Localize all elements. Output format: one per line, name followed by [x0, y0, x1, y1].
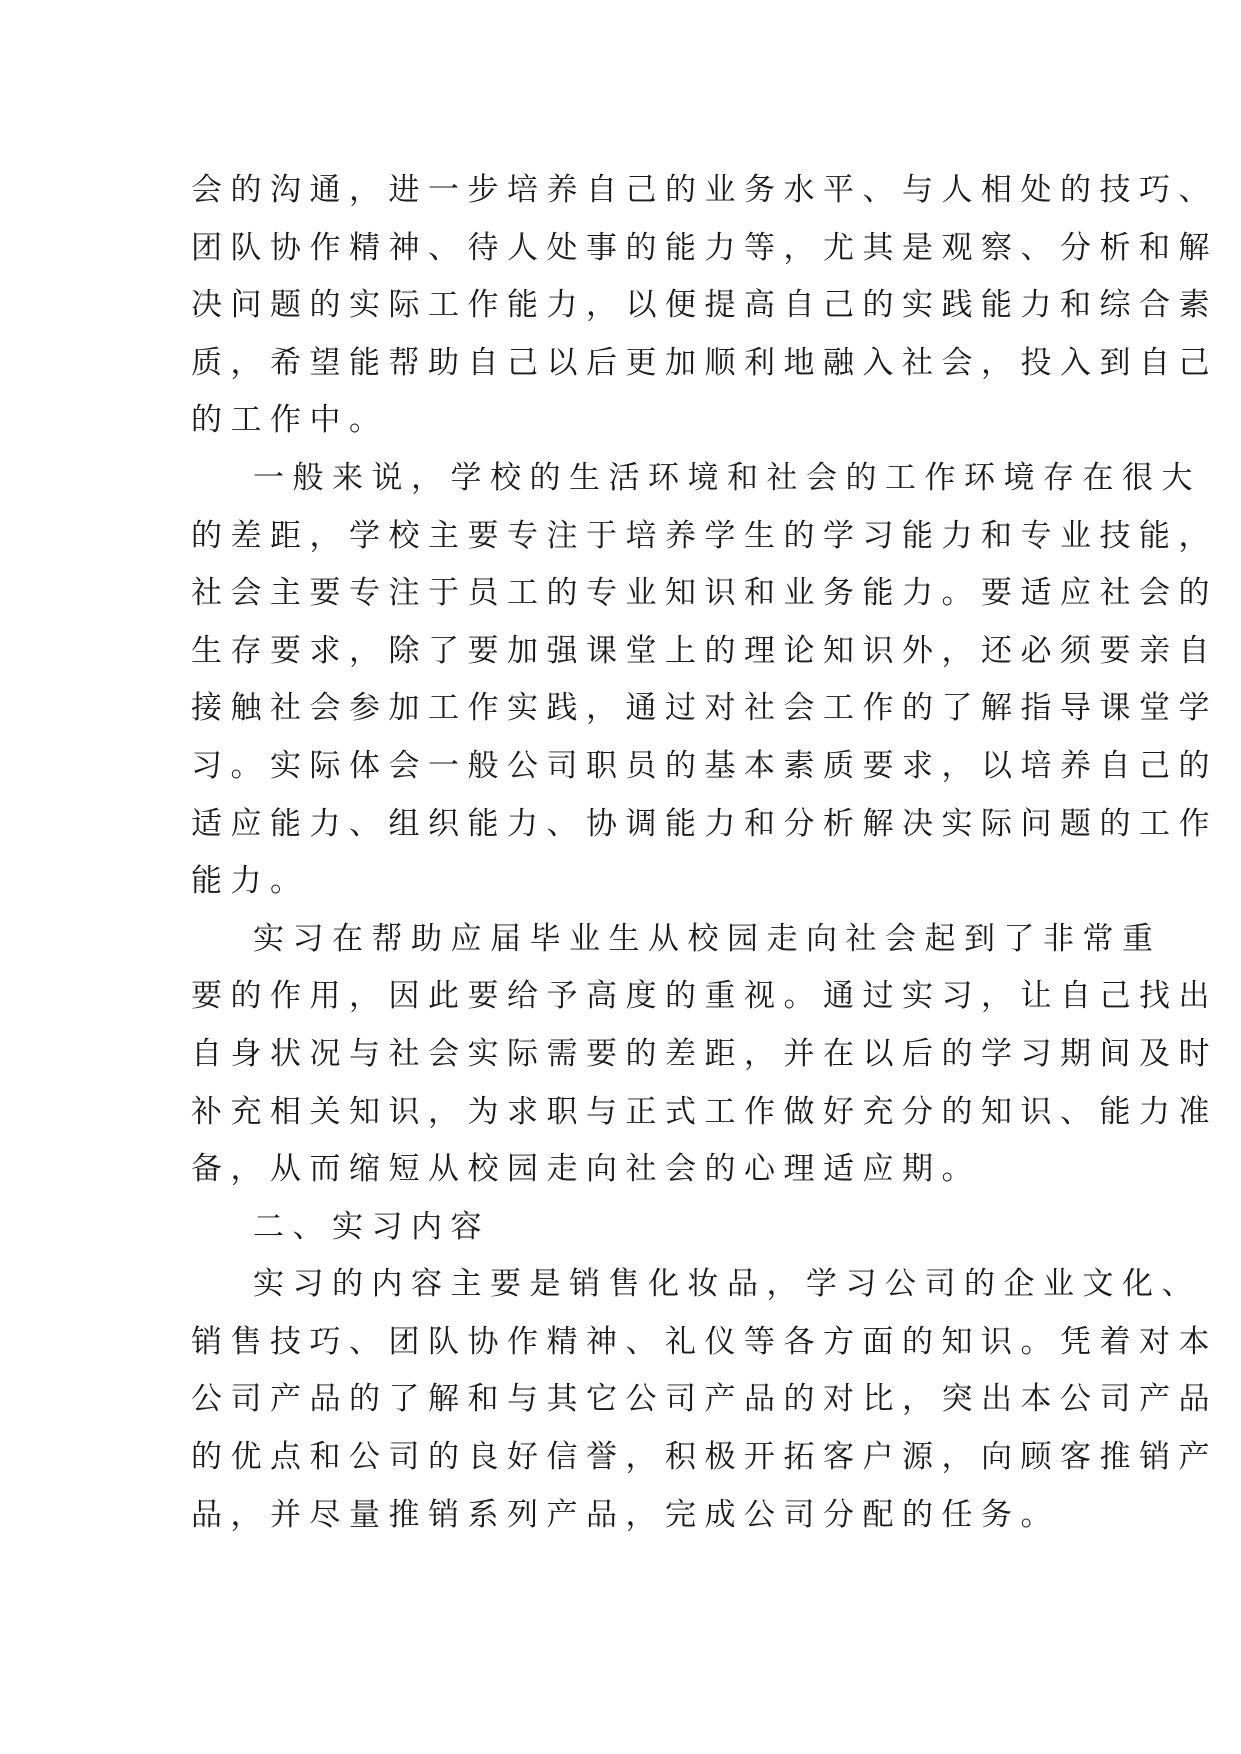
text-line: 习。实际体会一般公司职员的基本素质要求，以培养自己的	[191, 747, 1218, 784]
text-line: 一般来说，学校的生活环境和社会的工作环境存在很大	[253, 459, 1201, 496]
text-line: 公司产品的了解和与其它公司产品的对比，突出本公司产品	[191, 1381, 1218, 1418]
text-line: 团队协作精神、待人处事的能力等，尤其是观察、分析和解	[191, 229, 1218, 266]
text-line: 的工作中。	[191, 402, 389, 439]
text-line: 社会主要专注于员工的专业知识和业务能力。要适应社会的	[191, 575, 1218, 612]
text-line: 品，并尽量推销系列产品，完成公司分配的任务。	[191, 1496, 1060, 1533]
text-line: 会的沟通，进一步培养自己的业务水平、与人相处的技巧、	[191, 172, 1218, 208]
text-line: 适应能力、组织能力、协调能力和分析解决实际问题的工作	[191, 805, 1218, 842]
text-line: 要的作用，因此要给予高度的重视。通过实习，让自己找出	[191, 978, 1218, 1015]
text-line: 的差距，学校主要专注于培养学生的学习能力和专业技能，	[191, 517, 1218, 554]
text-line: 实习的内容主要是销售化妆品，学习公司的企业文化、	[253, 1266, 1201, 1303]
text-line: 备，从而缩短从校园走向社会的心理适应期。	[191, 1151, 981, 1188]
text-line: 决问题的实际工作能力，以便提高自己的实践能力和综合素	[191, 287, 1218, 324]
text-line: 补充相关知识，为求职与正式工作做好充分的知识、能力准	[191, 1093, 1218, 1130]
text-line: 的优点和公司的良好信誉，积极开拓客户源，向顾客推销产	[191, 1439, 1218, 1476]
text-line: 自身状况与社会实际需要的差距，并在以后的学习期间及时	[191, 1035, 1218, 1072]
text-line: 销售技巧、团队协作精神、礼仪等各方面的知识。凭着对本	[191, 1323, 1218, 1360]
text-line: 质，希望能帮助自己以后更加顺利地融入社会，投入到自己	[191, 344, 1218, 381]
text-line: 接触社会参加工作实践，通过对社会工作的了解指导课堂学	[191, 690, 1218, 727]
document-body	[191, 162, 1218, 1544]
text-line: 生存要求，除了要加强课堂上的理论知识外，还必须要亲自	[191, 632, 1218, 669]
text-line: 二、实习内容	[253, 1208, 490, 1245]
text-line: 能力。	[191, 863, 310, 900]
text-line: 实习在帮助应届毕业生从校园走向社会起到了非常重	[253, 920, 1162, 957]
